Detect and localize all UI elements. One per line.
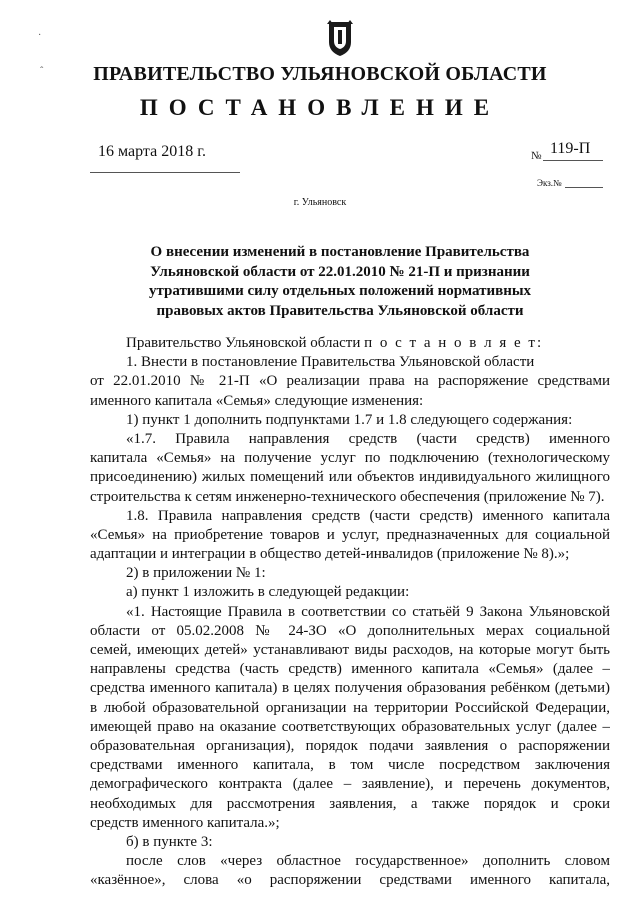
body-line: 1. Внести в постановление Правительства Ульяновской области [126, 354, 535, 371]
scan-mark: ˆ [40, 66, 44, 77]
body-line: в любой образовательной организации на территории Российской Федерации, [90, 699, 610, 716]
body-line: демографического контракта (далее – заявление), и перечень документов, [90, 776, 610, 793]
title-line: утратившими силу отдельных положений нормативных [148, 283, 532, 299]
body-line: после слов «через областное государственное» дополнить словом [126, 853, 610, 870]
title-line: правовых актов Правительства Ульяновской области [156, 302, 524, 319]
date-underline [90, 172, 240, 173]
body-line: необходимых для рассмотрения заявления, а также порядок и сроки [90, 795, 610, 812]
number-underline [543, 160, 603, 161]
body-line: средства именного капитала) в целях получения образования ребёнком (детьми) [90, 680, 610, 697]
decree-title [140, 243, 540, 321]
body-line: имеющей право на оказание соответствующих образовательных услуг (далее – [90, 718, 610, 735]
body-line: капитала «Семья» на получение услуг по подключению (технологическому [90, 450, 610, 467]
body-line: 2) в приложении № 1: [126, 565, 266, 582]
decree-date: 16 марта 2018 г. [98, 143, 206, 160]
body-line: направлены средства (часть средств) именного капитала «Семья» (далее – [90, 661, 610, 678]
decree-body [90, 334, 610, 890]
number-prefix: № [531, 150, 542, 162]
body-line: «1. Настоящие Правила в соответствии со статьёй 9 Закона Ульяновской [126, 603, 610, 620]
body-line: семей, имеющих детей» устанавливают виды расходов, на которые могут быть [90, 642, 610, 658]
body-line: области от 05.02.2008 № 24-ЗО «О дополнительных мерах социальной [90, 622, 610, 639]
decree-number: 119-П [550, 140, 591, 157]
body-line: от 22.01.2010 № 21-П «О реализации права на распоряжение средствами [90, 373, 610, 390]
copy-label: Экз.№ [537, 178, 562, 188]
body-line: «казённое», слова «о распоряжении средствами именного капитала, [90, 872, 610, 889]
body-line: 1) пункт 1 дополнить подпунктами 1.7 и 1.8 следующего содержания: [126, 411, 573, 428]
copy-underline [565, 187, 603, 188]
preamble: Правительство Ульяновской области п о с т а н о в л я е т: [126, 335, 544, 351]
document-type-heading: ПОСТАНОВЛЕНИЕ [139, 95, 501, 120]
city-label: г. Ульяновск [293, 197, 347, 208]
body-line: «1.7. Правила направления средств (части средств) именного [126, 430, 610, 447]
body-line: а) пункт 1 изложить в следующей редакции: [126, 584, 410, 601]
coat-of-arms-emblem [325, 18, 355, 58]
body-line: адаптации и интеграции в общество детей-инвалидов (приложение № 8).»; [90, 546, 570, 563]
body-line: средств именного капитала.»; [90, 814, 280, 831]
body-line: «Семья» на приобретение товаров и услуг, предназначенных для социальной [90, 526, 610, 543]
body-line: б) в пункте 3: [126, 833, 213, 850]
government-heading: ПРАВИТЕЛЬСТВО УЛЬЯНОВСКОЙ ОБЛАСТИ [93, 63, 547, 85]
body-line: именного капитала «Семья» следующие изменения: [90, 392, 424, 409]
scan-mark: · [38, 30, 42, 41]
body-line: присоединению) жилых помещений или объектов индивидуального жилищного [90, 469, 610, 486]
body-line: 1.8. Правила направления средств (части средств) именного капитала [126, 507, 610, 524]
body-line: образовательная организация), порядок подачи заявления о распоряжении [90, 737, 610, 754]
title-line: Ульяновской области от 22.01.2010 № 21-П и признании [150, 263, 530, 280]
body-line: строительства к сетям инженерно-технического обеспечения (приложение № 7). [90, 488, 605, 505]
title-line: О внесении изменений в постановление Правительства [150, 244, 530, 260]
body-line: средствами именного капитала, в том числе посредством заключения [90, 757, 610, 774]
